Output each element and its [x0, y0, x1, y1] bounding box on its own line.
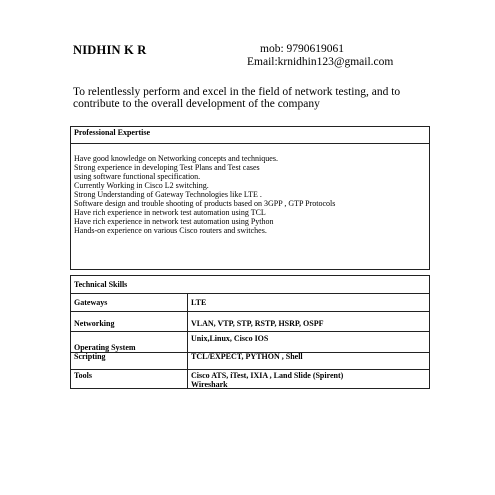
skill-value-scripting: TCL/EXPECT, PYTHON , Shell [191, 352, 303, 361]
skill-value-networking: VLAN, VTP, STP, RSTP, HSRP, OSPF [191, 319, 324, 328]
expertise-line: Have good knowledge on Networking concepts and techniques. [74, 154, 278, 163]
career-objective: To relentlessly perform and excel in the field of network testing, and to contribute to the overall development of the company [73, 86, 401, 110]
expertise-line: Hands-on experience on various Cisco routers and switches. [74, 226, 267, 235]
skill-value-gateways: LTE [191, 298, 207, 307]
candidate-name: NIDHIN K R [73, 43, 147, 57]
professional-expertise-title: Professional Expertise [74, 128, 151, 137]
table-row [71, 311, 429, 332]
expertise-line: Strong experience in developing Test Plans and Test cases [74, 163, 260, 172]
expertise-line: Have rich experience in network test automation using Python [74, 217, 274, 226]
table-row [71, 369, 429, 390]
table-row [71, 331, 429, 353]
skill-label-tools: Tools [74, 371, 92, 380]
skill-value-tools: Cisco ATS, iTest, IXIA , Land Slide (Spirent) [191, 371, 344, 380]
email-address: Email:krnidhin123@gmail.com [247, 56, 394, 68]
technical-skills-table [70, 275, 430, 389]
skill-label-gateways: Gateways [74, 298, 108, 307]
professional-expertise-section [70, 126, 430, 270]
skill-label-scripting: Scripting [74, 352, 106, 361]
skill-value-tools-line2: Wireshark [191, 380, 228, 389]
expertise-line: Currently Working in Cisco L2 switching. [74, 181, 209, 190]
technical-skills-header [71, 276, 429, 294]
professional-expertise-header [71, 127, 429, 144]
skill-value-os: Unix,Linux, Cisco IOS [191, 334, 269, 343]
mobile-number: mob: 9790619061 [260, 43, 345, 55]
table-row [71, 352, 429, 370]
technical-skills-title: Technical Skills [74, 280, 128, 289]
expertise-line: Strong Understanding of Gateway Technologies like LTE . [74, 190, 262, 199]
skill-label-networking: Networking [74, 319, 115, 328]
expertise-line: Have rich experience in network test automation using TCL [74, 208, 266, 217]
expertise-list [74, 154, 335, 235]
expertise-line: using software functional specification. [74, 172, 201, 181]
expertise-line: Software design and trouble shooting of products based on 3GPP , GTP Protocols [74, 199, 336, 208]
table-row [71, 293, 429, 312]
skill-label-os: Operating System [74, 343, 136, 352]
